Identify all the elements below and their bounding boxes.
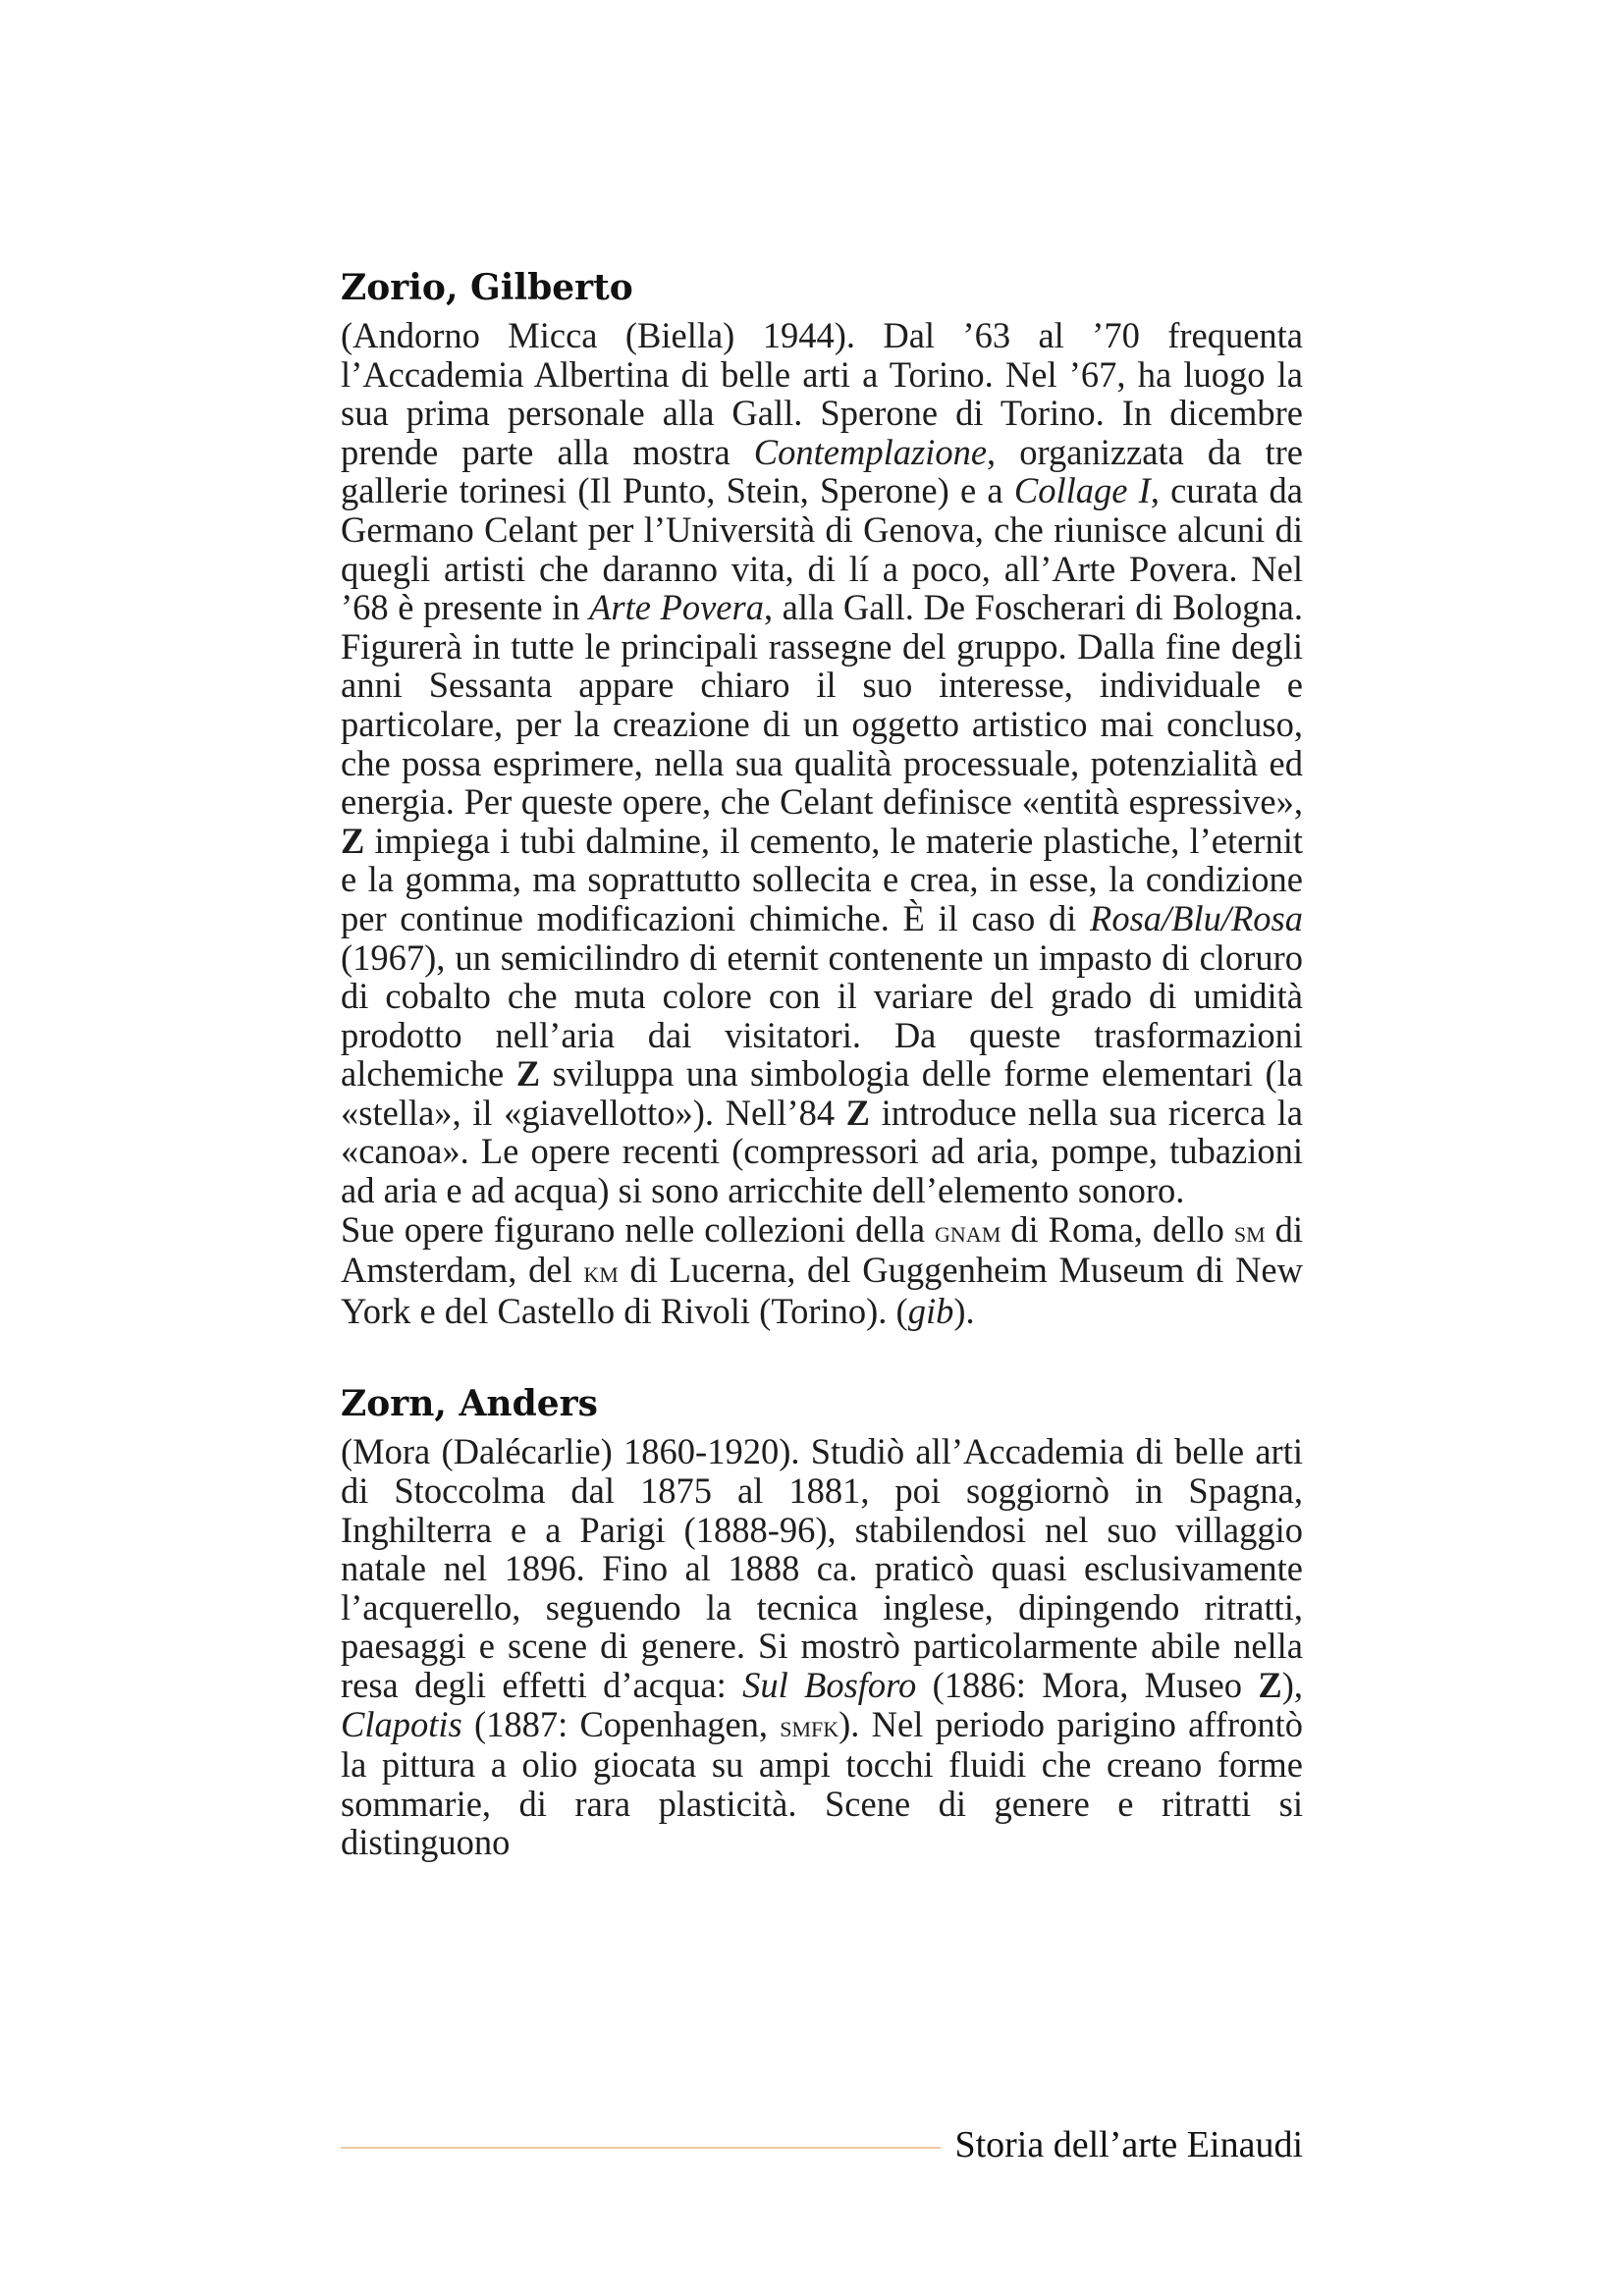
bold-text: Z xyxy=(515,1053,541,1095)
small-caps-text: sm xyxy=(1233,1212,1266,1249)
text-run: (1886: Mora, Museo xyxy=(916,1665,1259,1705)
page-footer xyxy=(341,2120,1303,2169)
entry-zorio xyxy=(341,263,1303,1330)
text-run: impiega i tubi dalmine, il cemento, le materie plastiche, l’eternit e la gomma, ma soprattutto sollecita e crea, in esse, la condizione per continue modificazioni chimiche. È il caso di xyxy=(341,820,1303,938)
text-run: (Mora (Dalécarlie) 1860-1920). Studiò all’Accademia di belle arti di Stoccolma dal 1875 al 1881, poi soggiornò in Spagna, Inghilterra e a Parigi (1888-96), stabilendosi nel suo villaggio natale nel 1896. Fino al 1888 ca. praticò quasi esclusivamente l’acquerello, seguendo la tecnica inglese, dipingendo ritratti, paesaggi e scene di genere. Si mostrò particolarmente abile nella resa degli effetti d’acqua: xyxy=(341,1431,1303,1705)
italic-text: Arte Povera xyxy=(589,587,764,628)
footer-rule xyxy=(341,2147,941,2149)
entry-title: Zorn, Anders xyxy=(341,1383,598,1425)
text-run: ). Nel periodo parigino affrontò la pittura a olio giocata su ampi tocchi fluidi che creano forme sommarie, di rara plasticità. Scene di genere e ritratti si distinguono xyxy=(341,1703,1303,1863)
text-run: , alla Gall. De Foscherari di Bologna. Figurerà in tutte le principali rassegne del gruppo. Dalla fine degli anni Sessanta appare chiaro il suo interesse, individuale e particolare, per la creazione di un oggetto artistico mai concluso, che possa esprimere, nella sua qualità processuale, potenzialità ed energia. Per queste opere, che Celant definisce «entità espressive», xyxy=(341,587,1303,823)
italic-text: Rosa/Blu/Rosa xyxy=(1090,897,1303,938)
text-run: (Andorno Micca (Biella) 1944). Dal ’63 al ’70 frequenta l’Accademia Albertina di belle arti a Torino. Nel ’67, ha luogo la sua prima personale alla Gall. Sperone di Torino. In dicembre prende parte alla mostra xyxy=(341,315,1303,472)
text-run: di Amsterdam, del xyxy=(341,1208,1303,1291)
bold-text: Z xyxy=(845,1092,871,1133)
text-run: (1967), un semicilindro di eternit contenente un impasto di cloruro di cobalto che muta colore con il variare del grado di umidità prodotto nell’aria dai visitatori. Da queste trasformazioni alchemiche xyxy=(341,936,1303,1095)
text-run: di Roma, dello xyxy=(1001,1208,1234,1250)
text-run: ), xyxy=(1281,1665,1303,1705)
italic-text: Sul Bosforo xyxy=(742,1665,917,1705)
small-caps-text: gnam xyxy=(935,1212,1001,1249)
small-caps-text: smfk xyxy=(780,1707,839,1743)
text-run: (1887: Copenhagen, xyxy=(461,1703,781,1744)
bold-text: Z xyxy=(341,820,365,861)
entry-body xyxy=(341,1432,1303,1862)
italic-text: gib xyxy=(907,1290,954,1331)
text-run: , curata da Germano Celant per l’Università di Genova, che riunisce alcuni di quegli artisti che daranno vita, di lí a poco, all’Arte Povera. Nel ’68 è presente in xyxy=(341,470,1303,628)
text-run: sviluppa una simbologia delle forme elementari (la «stella», il «giavellotto»). Nell’84 xyxy=(341,1053,1303,1133)
text-run: introduce nella sua ricerca la «canoa». Le opere recenti (compressori ad aria, pompe, tubazioni ad aria e ad acqua) si sono arricchite dell’elemento sonoro. xyxy=(341,1092,1303,1211)
text-run: ). xyxy=(953,1290,975,1331)
footer-title: Storia dell’arte Einaudi xyxy=(954,2124,1303,2165)
italic-text: Contemplazione xyxy=(753,431,988,472)
paragraph xyxy=(341,1432,1303,1862)
entry-body xyxy=(341,316,1303,1330)
italic-text: Collage I xyxy=(1013,470,1151,511)
paragraph xyxy=(341,316,1303,1210)
page-content xyxy=(341,263,1303,1862)
bold-text: Z xyxy=(1258,1665,1282,1705)
text-run: di Lucerna, del Guggenheim Museum di New York e del Castello di Rivoli (Torino). ( xyxy=(341,1250,1303,1331)
small-caps-text: km xyxy=(583,1254,619,1290)
paragraph xyxy=(341,1210,1303,1331)
text-run: Sue opere figurano nelle collezioni della xyxy=(341,1208,936,1250)
italic-text: Clapotis xyxy=(341,1703,462,1744)
entry-title: Zorio, Gilberto xyxy=(341,267,633,308)
text-run: , organizzata da tre gallerie torinesi (Il Punto, Stein, Sperone) e a xyxy=(341,431,1303,511)
entry-zorn xyxy=(341,1379,1303,1862)
